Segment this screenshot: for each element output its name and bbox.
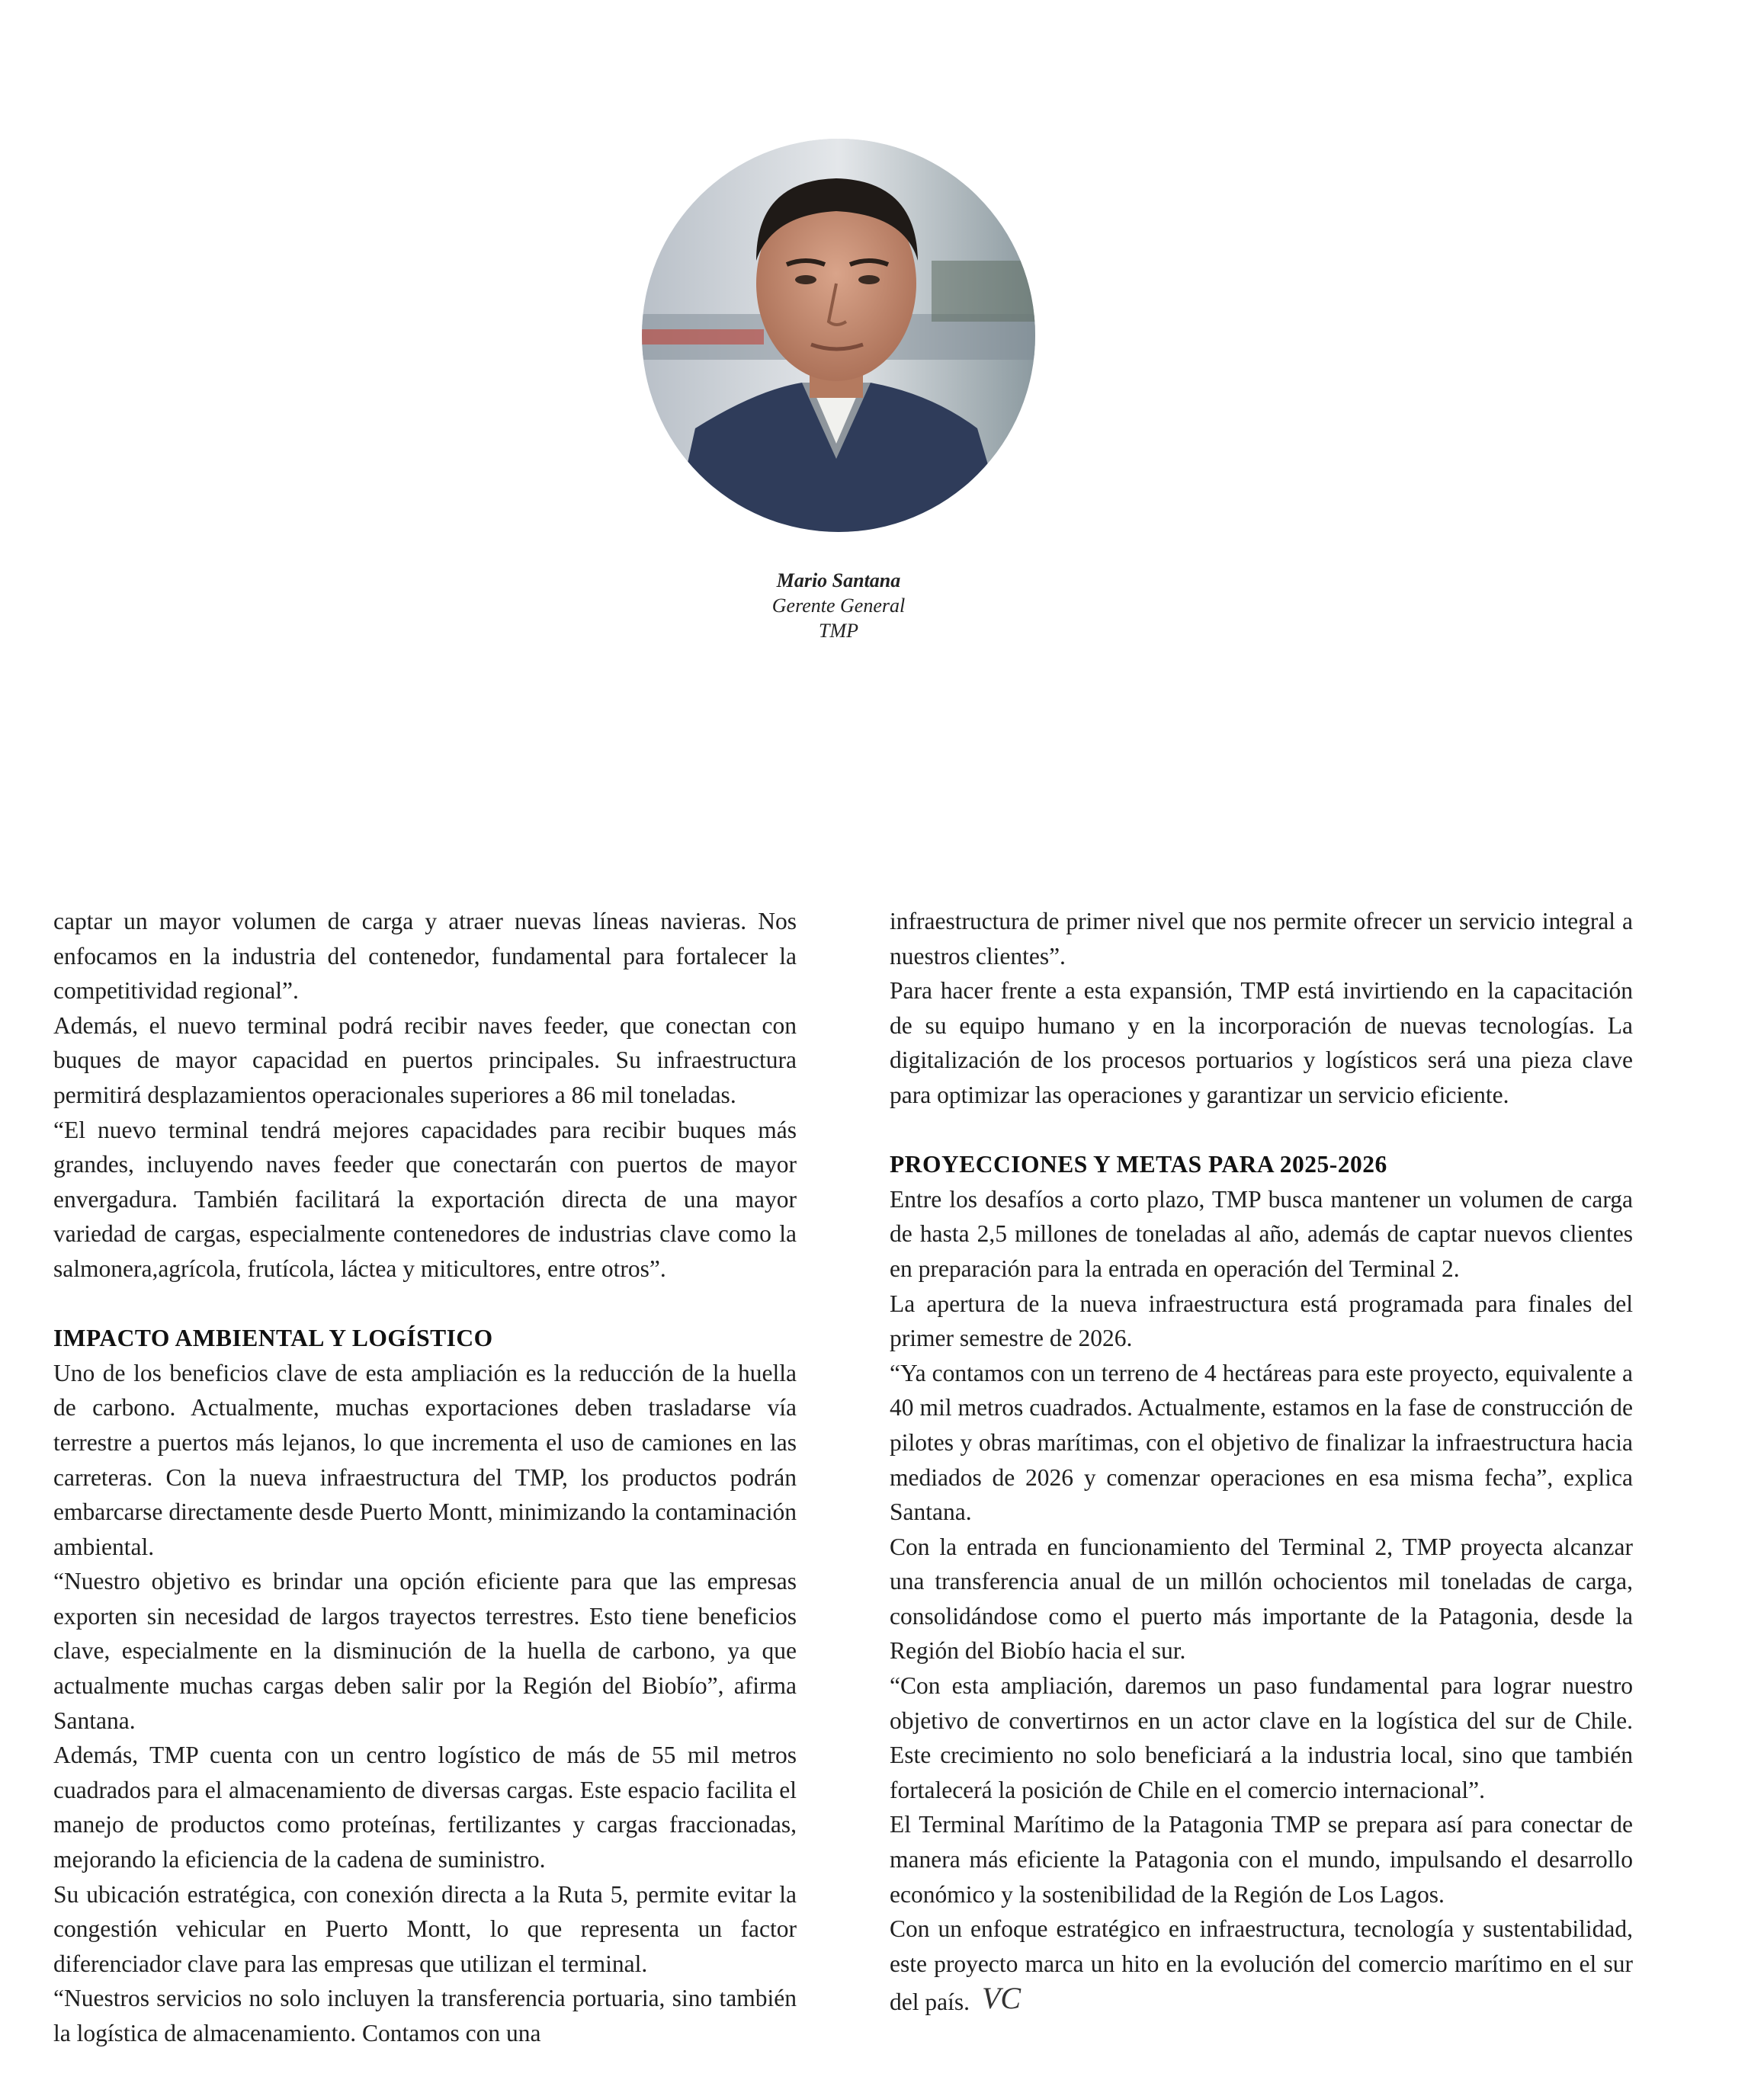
paragraph: “Nuestros servicios no solo incluyen la transferencia portuaria, sino también la logística de almacenamiento. Contamos con una (53, 1985, 797, 2046)
paragraph: Su ubicación estratégica, con conexión directa a la Ruta 5, permite evitar la congestión vehicular en Puerto Montt, lo que representa un factor diferenciador clave para las empresas que utilizan el terminal. (53, 1880, 797, 1977)
paragraph: El Terminal Marítimo de la Patagonia TMP se prepara así para conectar de manera más eficiente la Patagonia con el mundo, impulsando el desarrollo económico y la sostenibilidad de la Región de Los Lagos. (890, 1811, 1633, 1908)
section-heading-impacto: IMPACTO AMBIENTAL Y LOGÍSTICO (53, 1325, 493, 1352)
paragraph: “Nuestro objetivo es brindar una opción eficiente para que las empresas exporten sin necesidad de largos trayectos terrestres. Esto tiene beneficios clave, especialmente en la disminución de la huella de carbono, ya que actualmente muchas cargas deben salir por la Región del Biobío”, afirma Santana. (53, 1568, 797, 1734)
paragraph: “Ya contamos con un terreno de 4 hectáreas para este proyecto, equivalente a 40 mil metros cuadrados. Actualmente, estamos en la fase de construcción de pilotes y obras marítimas, con el objetivo de finalizar la infraestructura hacia mediados de 2026 y comenzar operaciones en esa misma fecha”, explica Santana. (890, 1359, 1633, 1526)
paragraph: La apertura de la nueva infraestructura está programada para finales del primer semestre de 2026. (890, 1290, 1633, 1352)
portrait-photo (642, 139, 1035, 532)
paragraph-final (890, 1912, 1633, 2020)
caption-company: TMP (819, 620, 858, 642)
paragraph: “El nuevo terminal tendrá mejores capacidades para recibir buques más grandes, incluyendo naves feeder que conectarán con puertos de mayor envergadura. También facilitará la exportación directa de una mayor variedad de cargas, especialmente contenedores de industrias clave como la salmonera,agrícola, frutícola, láctea y miticultores, entre otros”. (53, 1116, 797, 1282)
paragraph: infraestructura de primer nivel que nos permite ofrecer un servicio integral a nuestros clientes”. (890, 908, 1633, 969)
paragraph: Además, el nuevo terminal podrá recibir naves feeder, que conectan con buques de mayor capacidad en puertos principales. Su infraestructura permitirá desplazamientos operacionales superiores a 86 mil toneladas. (53, 1011, 797, 1108)
paragraph: Para hacer frente a esta expansión, TMP está invirtiendo en la capacitación de su equipo humano y en la incorporación de nuevas tecnologías. La digitalización de los procesos portuarios y logísticos será una pieza clave para optimizar las operaciones y garantizar un servicio eficiente. (890, 977, 1633, 1108)
paragraph-final-text: Con un enfoque estratégico en infraestructura, tecnología y sustentabilidad, este proyecto marca un hito en la evolución del comercio marítimo en el sur del país. (890, 1915, 1633, 2016)
photo-caption (686, 568, 991, 643)
caption-name: Mario Santana (776, 569, 901, 591)
portrait-illustration (642, 139, 1035, 532)
caption-role: Gerente General (771, 595, 906, 617)
paragraph: Uno de los beneficios clave de esta ampliación es la reducción de la huella de carbono. Actualmente, muchas exportaciones deben trasladarse vía terrestre a puertos más lejanos, lo que incrementa el uso de camiones en las carreteras. Con la nueva infraestructura del TMP, los productos podrán embarcarse directamente desde Puerto Montt, minimizando la contaminación ambiental. (53, 1359, 797, 1560)
right-column (890, 904, 1633, 2020)
paragraph: captar un mayor volumen de carga y atraer nuevas líneas navieras. Nos enfocamos en la industria del contenedor, fundamental para fortalecer la competitividad regional”. (53, 908, 797, 1005)
paragraph: Entre los desafíos a corto plazo, TMP busca mantener un volumen de carga de hasta 2,5 millones de toneladas al año, además de captar nuevos clientes en preparación para la entrada en operación del Terminal 2. (890, 1185, 1633, 1282)
end-mark-text: VC (981, 1981, 1022, 2015)
left-column (53, 904, 797, 2051)
section-heading-proyecciones: PROYECCIONES Y METAS PARA 2025-2026 (890, 1151, 1387, 1178)
paragraph: “Con esta ampliación, daremos un paso fundamental para lograr nuestro objetivo de convertirnos en un actor clave en la logística del sur de Chile. Este crecimiento no solo beneficiará a la industria local, sino que también fortalecerá la posición de Chile en el comercio internacional”. (890, 1672, 1633, 1803)
end-mark-logo (979, 1981, 1047, 2014)
paragraph: Con la entrada en funcionamiento del Terminal 2, TMP proyecta alcanzar una transferencia anual de un millón ochocientos mil toneladas de carga, consolidándose como el puerto más importante de la Patagonia, desde la Región del Biobío hacia el sur. (890, 1533, 1633, 1665)
paragraph: Además, TMP cuenta con un centro logístico de más de 55 mil metros cuadrados para el almacenamiento de diversas cargas. Este espacio facilita el manejo de productos como proteínas, fertilizantes y cargas fraccionadas, mejorando la eficiencia de la cadena de suministro. (53, 1742, 797, 1873)
